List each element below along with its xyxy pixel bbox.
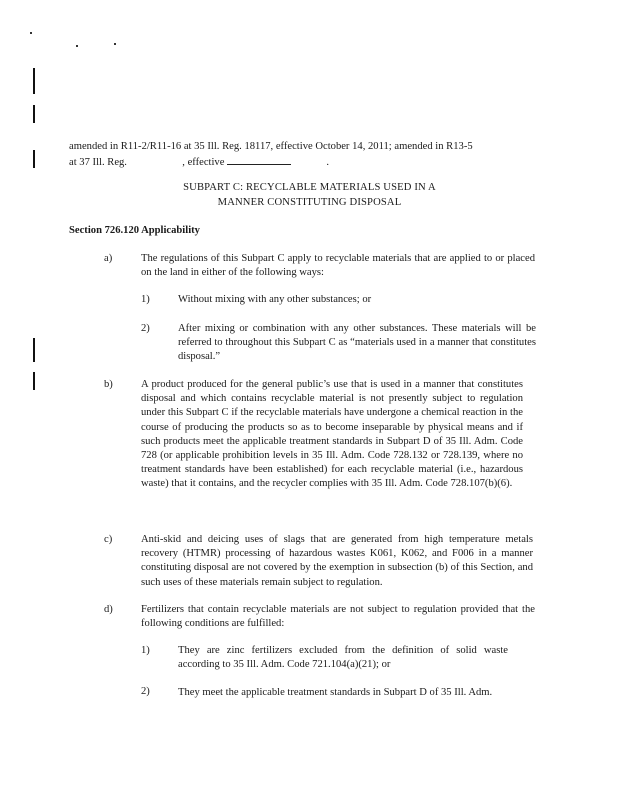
section-title: Section 726.120 Applicability	[69, 225, 200, 236]
revision-bar	[33, 372, 35, 390]
subsection-c-text: Anti-skid and deicing uses of slags that are generated from high temperature metals recovery (HTMR) processing of hazardous wastes K061, K062, and F006 in a manner constituting disposal are not covered by the exemption in subsection (b) of this Section, and such uses of these materials remain subject to regulation.	[141, 534, 533, 588]
history-note-blank-date	[227, 154, 291, 165]
history-note-period: .	[326, 157, 330, 168]
subsection-a-text: The regulations of this Subpart C apply to recyclable materials that are applied to or placed on the land in either of the following ways:	[141, 253, 535, 279]
subsection-d-item-1-text: They are zinc fertilizers excluded from the definition of solid waste according to 35 Ill. Adm. Code 721.104(a)(21); or	[178, 645, 508, 671]
subsection-b-label: b)	[104, 379, 113, 390]
scan-speck	[76, 45, 78, 47]
subsection-c-label: c)	[104, 534, 113, 545]
subsection-a-item-1-label: 1)	[141, 294, 150, 305]
subsection-d-item-2-label: 2)	[141, 686, 150, 697]
subpart-heading-line-1: SUBPART C: RECYCLABLE MATERIALS USED IN A	[183, 182, 436, 193]
subsection-d-item-2-text: They meet the applicable treatment standards in Subpart D of 35 Ill. Adm.	[178, 687, 493, 698]
subsection-d-label: d)	[104, 604, 113, 615]
subsection-a-label: a)	[104, 253, 113, 264]
scan-speck	[30, 32, 32, 34]
history-note-line-2	[69, 154, 329, 169]
subsection-a-item-2-text: After mixing or combination with any other substances. These materials will be referred to throughout this Subpart C as “materials used in a manner that constitutes disposal.”	[178, 323, 536, 363]
scan-speck	[114, 43, 116, 45]
revision-bar	[33, 338, 35, 362]
revision-bar	[33, 150, 35, 168]
subsection-b-text: A product produced for the general public’s use that is used in a manner that constitutes disposal and which contains recyclable material is not presently subject to regulation under this Subpart C if the recyclable materials have undergone a chemical reaction in the course of producing the products so as to become inseparable by physical means and if such products meet the applicable treatment standards in Subpart D of 35 Ill. Adm. Code 728 (or applicable prohibition levels in 35 Ill. Adm. Code 728.132 or 728.139, where no treatment standards have been established) for each recyclable material (i.e., hazardous waste) that it contains, and the recycler complies with 35 Ill. Adm. Code 728.107(b)(6).	[141, 379, 523, 490]
subsection-a-item-2-label: 2)	[141, 323, 150, 334]
subpart-heading-line-2: MANNER CONSTITUTING DISPOSAL	[217, 197, 402, 208]
revision-bar	[33, 68, 35, 94]
subsection-a-item-1-text: Without mixing with any other substances; or	[178, 294, 372, 305]
revision-bar	[33, 105, 35, 123]
subsection-d-item-1-label: 1)	[141, 645, 150, 656]
history-note-line-1: amended in R11-2/R11-16 at 35 Ill. Reg. 18117, effective October 14, 2011; amended in R13-5	[69, 141, 473, 152]
history-note-reg: at 37 Ill. Reg.	[69, 157, 127, 168]
history-note-effective: , effective	[182, 157, 225, 168]
subsection-d-text: Fertilizers that contain recyclable materials are not subject to regulation provided that the following conditions are fulfilled:	[141, 604, 535, 630]
